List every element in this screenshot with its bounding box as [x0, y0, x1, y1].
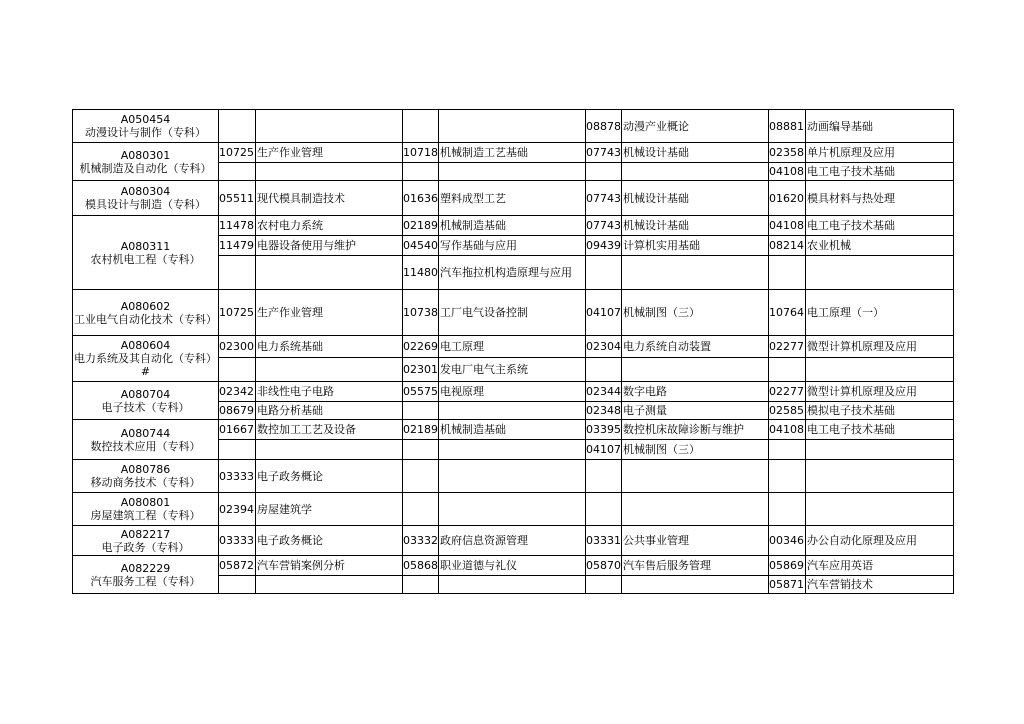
course-code: 02585 [769, 402, 806, 420]
table-row [73, 526, 954, 556]
course-name: 数控加工工艺及设备 [256, 420, 403, 440]
course-name: 电器设备使用与维护 [256, 236, 403, 256]
table-row [73, 460, 954, 493]
course-code: 01636 [403, 181, 439, 216]
major-name: 工业电气自动化技术（专科） [74, 312, 217, 326]
course-name: 机械制造基础 [439, 216, 586, 236]
major-name: 农村机电工程（专科） [90, 252, 201, 266]
course-code [586, 256, 622, 290]
major-code: A050454 [120, 113, 171, 126]
course-name: 微型计算机原理及应用 [806, 382, 954, 402]
course-code: 02342 [219, 382, 256, 402]
course-name: 汽车营销技术 [806, 576, 954, 594]
course-name [806, 358, 954, 382]
course-name: 职业道德与礼仪 [439, 556, 586, 576]
course-code: 02189 [403, 216, 439, 236]
course-name: 机械设计基础 [622, 181, 769, 216]
course-code: 10725 [219, 143, 256, 163]
course-name [622, 576, 769, 594]
course-code: 08679 [219, 402, 256, 420]
course-code [769, 493, 806, 526]
course-code: 04108 [769, 420, 806, 440]
course-name [256, 163, 403, 181]
course-name: 单片机原理及应用 [806, 143, 954, 163]
course-code: 05511 [219, 181, 256, 216]
course-code [219, 110, 256, 143]
course-code [586, 163, 622, 181]
course-name: 机械制造工艺基础 [439, 143, 586, 163]
course-code: 03395 [586, 420, 622, 440]
course-name [439, 440, 586, 460]
course-name [439, 576, 586, 594]
major-cell [73, 556, 219, 594]
course-name [439, 402, 586, 420]
course-name: 模拟电子技术基础 [806, 402, 954, 420]
course-code: 02277 [769, 336, 806, 358]
course-name: 微型计算机原理及应用 [806, 336, 954, 358]
major-code: A080704 [120, 387, 171, 401]
course-name [806, 493, 954, 526]
course-name: 电工电子技术基础 [806, 216, 954, 236]
major-code: A080604 [120, 339, 171, 352]
major-name: 电力系统及其自动化（专科）# [74, 352, 217, 378]
course-name: 现代模具制造技术 [256, 181, 403, 216]
course-name [439, 460, 586, 493]
course-name: 模具材料与热处理 [806, 181, 954, 216]
course-name: 机械设计基础 [622, 143, 769, 163]
table-row [73, 216, 954, 236]
course-name: 汽车营销案例分析 [256, 556, 403, 576]
course-code [586, 576, 622, 594]
major-cell [73, 460, 219, 493]
course-code [403, 163, 439, 181]
course-code [219, 576, 256, 594]
course-code [769, 358, 806, 382]
course-code [769, 460, 806, 493]
course-code [403, 440, 439, 460]
course-code: 05869 [769, 556, 806, 576]
course-code: 11479 [219, 236, 256, 256]
course-name: 汽车应用英语 [806, 556, 954, 576]
course-code: 07743 [586, 143, 622, 163]
major-cell [73, 110, 219, 143]
course-code [769, 440, 806, 460]
course-name: 汽车售后服务管理 [622, 556, 769, 576]
course-code: 05575 [403, 382, 439, 402]
major-cell [73, 420, 219, 460]
course-name [256, 110, 403, 143]
course-name: 电工原理（一） [806, 290, 954, 336]
course-name: 机械制图（三） [622, 290, 769, 336]
major-cell [73, 526, 219, 556]
course-name: 电力系统基础 [256, 336, 403, 358]
course-name: 机械制造基础 [439, 420, 586, 440]
course-code: 04107 [586, 290, 622, 336]
course-code [403, 493, 439, 526]
major-cell [73, 216, 219, 290]
major-cell [73, 336, 219, 382]
course-code [403, 402, 439, 420]
course-name [256, 358, 403, 382]
course-code: 07743 [586, 181, 622, 216]
course-code: 08881 [769, 110, 806, 143]
major-name: 房屋建筑工程（专科） [90, 509, 201, 522]
major-name: 模具设计与制造（专科） [85, 198, 206, 211]
course-name: 动漫产业概论 [622, 110, 769, 143]
course-code [219, 163, 256, 181]
course-code: 11480 [403, 256, 439, 290]
course-code [219, 256, 256, 290]
course-name [806, 440, 954, 460]
course-code: 11478 [219, 216, 256, 236]
course-code [586, 493, 622, 526]
course-name [256, 256, 403, 290]
course-code [219, 358, 256, 382]
course-name: 办公自动化原理及应用 [806, 526, 954, 556]
major-code: A080602 [120, 299, 171, 313]
course-name [439, 163, 586, 181]
course-code: 02301 [403, 358, 439, 382]
course-name: 农村电力系统 [256, 216, 403, 236]
course-name: 电子测量 [622, 402, 769, 420]
course-name [439, 493, 586, 526]
course-code [586, 460, 622, 493]
course-name [256, 440, 403, 460]
course-code: 04108 [769, 216, 806, 236]
course-name: 电工电子技术基础 [806, 163, 954, 181]
major-name: 电子政务（专科） [101, 540, 190, 554]
table-row [73, 556, 954, 576]
course-code: 03331 [586, 526, 622, 556]
course-name [622, 493, 769, 526]
course-name: 电视原理 [439, 382, 586, 402]
major-code: A080301 [120, 148, 171, 162]
course-code: 03333 [219, 526, 256, 556]
course-code: 02189 [403, 420, 439, 440]
course-code: 02394 [219, 493, 256, 526]
course-name: 农业机械 [806, 236, 954, 256]
course-code: 03333 [219, 460, 256, 493]
major-cell [73, 181, 219, 216]
course-code: 04540 [403, 236, 439, 256]
major-name: 动漫设计与制作（专科） [85, 126, 206, 139]
table-row [73, 382, 954, 402]
course-name: 计算机实用基础 [622, 236, 769, 256]
course-code: 02277 [769, 382, 806, 402]
course-name: 非线性电子电路 [256, 382, 403, 402]
major-name: 移动商务技术（专科） [90, 476, 201, 489]
course-code: 10738 [403, 290, 439, 336]
course-name: 塑料成型工艺 [439, 181, 586, 216]
major-name: 数控技术应用（专科） [90, 439, 201, 453]
course-code [403, 110, 439, 143]
major-cell [73, 143, 219, 181]
course-code: 08878 [586, 110, 622, 143]
course-code: 10764 [769, 290, 806, 336]
course-code [403, 460, 439, 493]
course-table [72, 109, 954, 594]
course-name [439, 110, 586, 143]
course-code: 01620 [769, 181, 806, 216]
course-name: 电子政务概论 [256, 460, 403, 493]
course-name [256, 576, 403, 594]
course-code [219, 440, 256, 460]
course-code: 04107 [586, 440, 622, 460]
course-code: 07743 [586, 216, 622, 236]
table-row [73, 290, 954, 336]
major-code: A080786 [120, 463, 171, 476]
major-cell [73, 290, 219, 336]
course-name: 电路分析基础 [256, 402, 403, 420]
course-name [622, 256, 769, 290]
course-name: 工厂电气设备控制 [439, 290, 586, 336]
major-code: A080801 [120, 496, 171, 509]
major-name: 机械制造及自动化（专科） [79, 161, 212, 175]
course-code: 02358 [769, 143, 806, 163]
table-row [73, 110, 954, 143]
course-name: 房屋建筑学 [256, 493, 403, 526]
major-code: A080304 [120, 185, 171, 198]
major-cell [73, 382, 219, 420]
course-code: 02269 [403, 336, 439, 358]
course-code: 09439 [586, 236, 622, 256]
table-row [73, 336, 954, 358]
course-name [806, 460, 954, 493]
major-code: A080311 [120, 239, 171, 253]
course-name: 电工电子技术基础 [806, 420, 954, 440]
course-code: 02300 [219, 336, 256, 358]
course-name: 生产作业管理 [256, 290, 403, 336]
major-code: A082217 [120, 527, 171, 541]
course-name: 机械制图（三） [622, 440, 769, 460]
course-name: 电力系统自动装置 [622, 336, 769, 358]
course-name: 汽车拖拉机构造原理与应用 [439, 256, 586, 290]
course-name [622, 163, 769, 181]
course-name: 数字电路 [622, 382, 769, 402]
course-code [769, 256, 806, 290]
course-name: 发电厂电气主系统 [439, 358, 586, 382]
major-cell [73, 493, 219, 526]
course-name: 写作基础与应用 [439, 236, 586, 256]
course-name: 机械设计基础 [622, 216, 769, 236]
course-code: 10718 [403, 143, 439, 163]
course-code: 05872 [219, 556, 256, 576]
major-name: 汽车服务工程（专科） [90, 574, 201, 588]
course-name: 动画编导基础 [806, 110, 954, 143]
course-code: 02304 [586, 336, 622, 358]
course-code: 02344 [586, 382, 622, 402]
course-name: 公共事业管理 [622, 526, 769, 556]
table-row [73, 493, 954, 526]
course-name [622, 460, 769, 493]
course-code: 01667 [219, 420, 256, 440]
major-code: A080744 [120, 426, 171, 440]
course-code: 05870 [586, 556, 622, 576]
course-name [806, 256, 954, 290]
table-row [73, 143, 954, 163]
course-name [622, 358, 769, 382]
course-code: 10725 [219, 290, 256, 336]
major-name: 电子技术（专科） [101, 400, 190, 414]
table-row [73, 420, 954, 440]
course-code: 08214 [769, 236, 806, 256]
course-code: 04108 [769, 163, 806, 181]
table-row [73, 181, 954, 216]
course-name: 生产作业管理 [256, 143, 403, 163]
course-code [586, 358, 622, 382]
course-code [403, 576, 439, 594]
major-code: A082229 [120, 561, 171, 575]
course-name: 政府信息资源管理 [439, 526, 586, 556]
course-name: 数控机床故障诊断与维护 [622, 420, 769, 440]
course-code: 02348 [586, 402, 622, 420]
course-name: 电工原理 [439, 336, 586, 358]
course-code: 03332 [403, 526, 439, 556]
course-code: 05868 [403, 556, 439, 576]
course-code: 05871 [769, 576, 806, 594]
course-name: 电子政务概论 [256, 526, 403, 556]
course-code: 00346 [769, 526, 806, 556]
